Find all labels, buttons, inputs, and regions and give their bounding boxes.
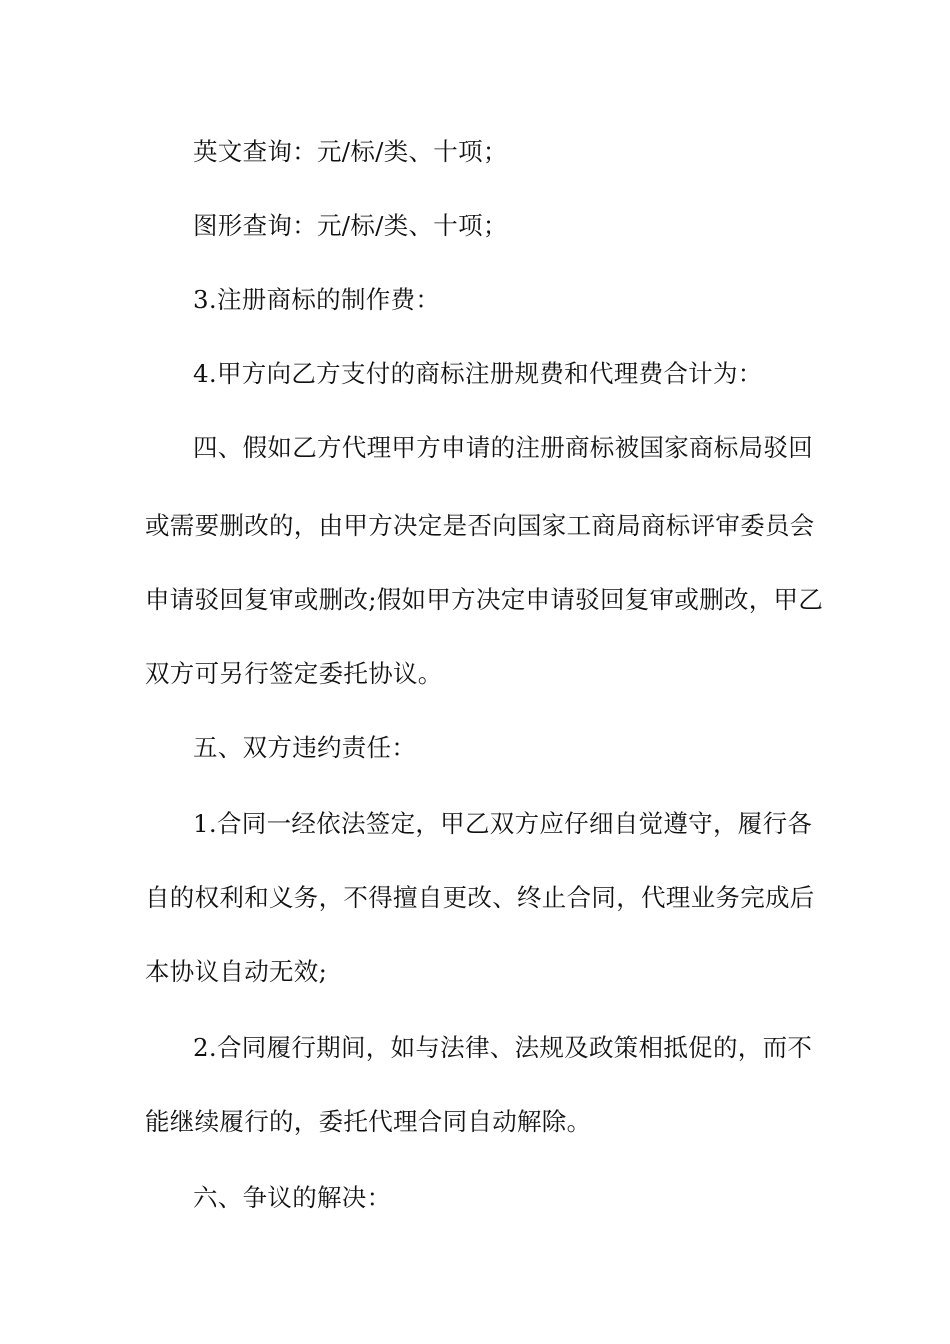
clause-4-line-1: 四、假如乙方代理甲方申请的注册商标被国家商标局驳回 [193,433,813,462]
clause-5-1-line-2: 自的权利和义务，不得擅自更改、终止合同，代理业务完成后 [145,883,815,912]
clause-5-2-line-2: 能继续履行的，委托代理合同自动解除。 [145,1107,592,1136]
line-item-4-total-fee: 4.甲方向乙方支付的商标注册规费和代理费合计为： [193,359,763,388]
section-5-heading: 五、双方违约责任： [193,733,417,762]
clause-4-line-2: 或需要删改的，由甲方决定是否向国家工商局商标评审委员会 [145,511,815,540]
clause-5-1-line-3: 本协议自动无效; [145,957,328,986]
line-graphic-search-fee: 图形查询：元/标/类、十项； [193,211,508,240]
line-english-search-fee: 英文查询：元/标/类、十项； [193,137,508,166]
clause-5-1-line-1: 1.合同一经依法签定，甲乙双方应仔细自觉遵守，履行各 [193,809,813,838]
clause-4-line-3: 申请驳回复审或删改;假如甲方决定申请驳回复审或删改，甲乙 [145,585,824,614]
line-item-3-production-fee: 3.注册商标的制作费： [193,285,441,314]
clause-4-line-4: 双方可另行签定委托协议。 [145,659,443,688]
clause-5-2-line-1: 2.合同履行期间，如与法律、法规及政策相抵促的，而不 [193,1033,813,1062]
section-6-heading: 六、争议的解决： [193,1183,392,1212]
